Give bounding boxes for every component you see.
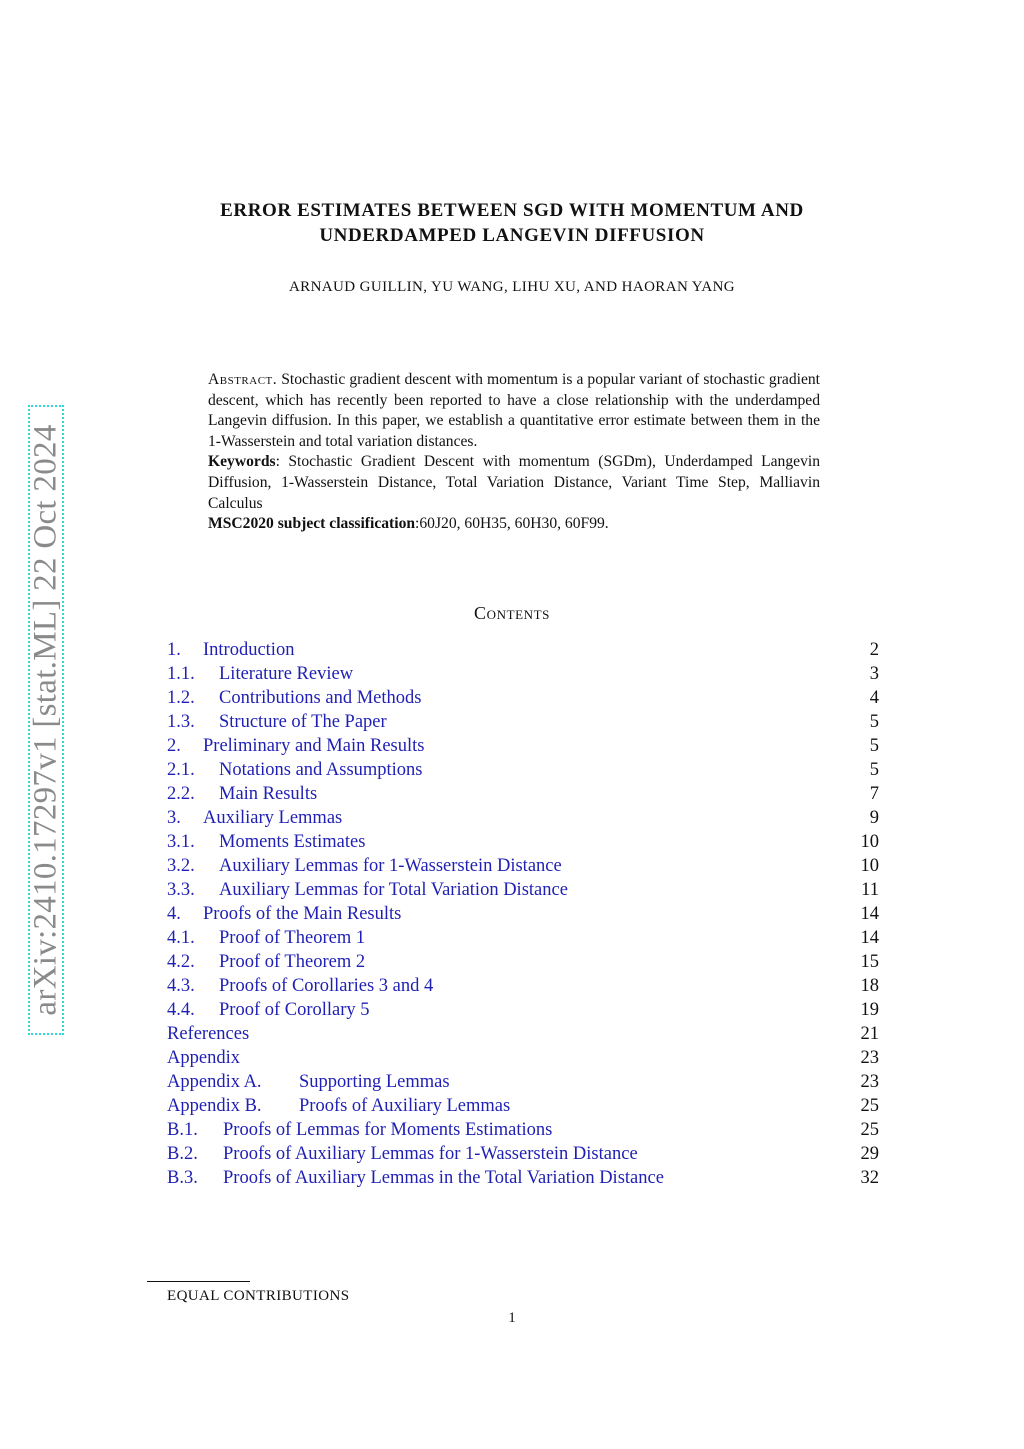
title-line-2: UNDERDAMPED LANGEVIN DIFFUSION [319, 225, 705, 246]
toc-entry-number[interactable]: 2. [167, 736, 181, 756]
toc-entry[interactable] [167, 1046, 879, 1070]
keywords-paragraph [208, 452, 820, 514]
toc-entry[interactable] [167, 710, 879, 734]
toc-entry-page: 19 [860, 1000, 879, 1020]
toc-entry-title[interactable]: Auxiliary Lemmas [203, 808, 343, 828]
toc-entry[interactable] [167, 734, 879, 758]
toc-entry-page: 32 [860, 1168, 879, 1188]
toc-entry-page: 7 [869, 784, 879, 804]
toc-entry-number[interactable]: 3.2. [167, 856, 195, 876]
toc-entry-title[interactable]: Proofs of Auxiliary Lemmas in the Total Variation Distance [223, 1168, 664, 1188]
toc-entry-page: 14 [860, 904, 879, 924]
toc-entry-title[interactable]: Proof of Corollary 5 [219, 1000, 370, 1020]
paper-title [140, 198, 884, 248]
toc-entry[interactable] [167, 638, 879, 662]
arxiv-id: arXiv:2410.17297v1 [stat.ML] 22 Oct 2024 [27, 424, 64, 1016]
toc-entry-title[interactable]: Main Results [219, 784, 318, 804]
toc-entry-title[interactable]: Supporting Lemmas [299, 1072, 450, 1092]
toc-entry-page: 14 [860, 928, 879, 948]
toc-entry-title[interactable]: Preliminary and Main Results [203, 736, 425, 756]
toc-entry-title[interactable]: Auxiliary Lemmas for 1-Wasserstein Distance [219, 856, 562, 876]
toc-entry-title[interactable]: Contributions and Methods [219, 688, 422, 708]
toc-entry-page: 4 [869, 688, 879, 708]
abstract-block [208, 370, 820, 535]
toc-entry[interactable] [167, 806, 879, 830]
toc-entry-number[interactable]: Appendix B. [167, 1096, 262, 1116]
toc-entry[interactable] [167, 830, 879, 854]
toc-entry[interactable] [167, 998, 879, 1022]
toc-entry-title[interactable]: Proofs of Auxiliary Lemmas [299, 1096, 511, 1116]
page-number: 1 [508, 1310, 516, 1326]
toc-entry-number[interactable]: Appendix A. [167, 1072, 262, 1092]
toc-entry-page: 29 [860, 1144, 879, 1164]
toc-entry-page: 11 [861, 880, 879, 900]
toc-entry-number[interactable]: 1.2. [167, 688, 195, 708]
toc-entry-page: 10 [860, 832, 879, 852]
toc-entry-title[interactable]: Structure of The Paper [219, 712, 387, 732]
toc-entry-number[interactable]: 4.1. [167, 928, 195, 948]
toc-entry-title[interactable]: Introduction [203, 640, 295, 660]
toc-entry-page: 10 [860, 856, 879, 876]
toc-entry-number[interactable]: B.3. [167, 1168, 198, 1188]
toc-entry-number[interactable]: B.1. [167, 1120, 198, 1140]
toc-entry-page: 15 [860, 952, 879, 972]
toc-entry-title[interactable]: Proofs of Auxiliary Lemmas for 1-Wasserstein Distance [223, 1144, 638, 1164]
toc-entry-title[interactable]: Proof of Theorem 1 [219, 928, 366, 948]
toc-entry[interactable] [167, 902, 879, 926]
toc-entry-title[interactable]: References [167, 1024, 250, 1044]
toc-entry-page: 5 [869, 760, 879, 780]
toc-entry[interactable] [167, 1118, 879, 1142]
toc-entry-page: 18 [860, 976, 879, 996]
toc-entry-number[interactable]: 2.2. [167, 784, 195, 804]
toc-entry[interactable] [167, 758, 879, 782]
toc-entry[interactable] [167, 1166, 879, 1190]
toc-entry[interactable] [167, 1070, 879, 1094]
toc-entry-page: 25 [860, 1120, 879, 1140]
toc-entry-number[interactable]: 2.1. [167, 760, 195, 780]
toc-entry-number[interactable]: 1.3. [167, 712, 195, 732]
toc-entry-page: 25 [860, 1096, 879, 1116]
toc-entry-number[interactable]: B.2. [167, 1144, 198, 1164]
abstract-paragraph [208, 370, 820, 452]
toc-entry-page: 9 [869, 808, 879, 828]
toc-entry-page: 23 [860, 1072, 879, 1092]
toc-entry-title[interactable]: Proofs of Corollaries 3 and 4 [219, 976, 434, 996]
toc-entry[interactable] [167, 662, 879, 686]
toc-entry-page: 5 [869, 736, 879, 756]
toc-entry-title[interactable]: Moments Estimates [219, 832, 366, 852]
toc-entry-number[interactable]: 3.1. [167, 832, 195, 852]
toc-entry[interactable] [167, 782, 879, 806]
toc-entry[interactable] [167, 974, 879, 998]
contents-heading: Contents [473, 603, 551, 623]
toc-entry-number[interactable]: 4.4. [167, 1000, 195, 1020]
abstract-text: Stochastic gradient descent with momentum is a popular variant of stochastic gradient descent, which has recently been reported to have a close relationship with the underdamped Langevin diffusion. In this paper, we establish a quantitative error estimate between them in the 1-Wasserstein and total variation distances. [208, 371, 820, 450]
toc-entry-page: 3 [869, 664, 879, 684]
msc-text: :60J20, 60H35, 60H30, 60F99. [415, 515, 609, 533]
toc-entry-number[interactable]: 1. [167, 640, 181, 660]
toc-entry-number[interactable]: 4. [167, 904, 181, 924]
msc-paragraph [208, 514, 820, 535]
toc-entry[interactable] [167, 878, 879, 902]
toc-entry[interactable] [167, 926, 879, 950]
toc-entry-title[interactable]: Proofs of Lemmas for Moments Estimations [223, 1120, 553, 1140]
toc-entry-title[interactable]: Proof of Theorem 2 [219, 952, 366, 972]
toc-entry-title[interactable]: Notations and Assumptions [219, 760, 423, 780]
arxiv-stamp [28, 405, 64, 1035]
keywords-label: Keywords [208, 453, 276, 471]
toc-entry-number[interactable]: 4.2. [167, 952, 195, 972]
toc-entry[interactable] [167, 1094, 879, 1118]
toc-entry[interactable] [167, 686, 879, 710]
toc-entry-number[interactable]: 1.1. [167, 664, 195, 684]
toc-entry-number[interactable]: 3.3. [167, 880, 195, 900]
keywords-text: : Stochastic Gradient Descent with momentum (SGDm), Underdamped Langevin Diffusion, 1-Wasserstein Distance, Total Variation Distance, Variant Time Step, Malliavin Calculus [208, 453, 820, 512]
toc-entry[interactable] [167, 950, 879, 974]
toc-entry-title[interactable]: Proofs of the Main Results [203, 904, 402, 924]
toc-entry-title[interactable]: Literature Review [219, 664, 354, 684]
abstract-label: Abstract. [208, 371, 278, 388]
msc-label: MSC2020 subject classification [208, 515, 416, 533]
toc-entry-title[interactable]: Appendix [167, 1048, 240, 1068]
footnote-rule [147, 1281, 250, 1282]
title-line-1: ERROR ESTIMATES BETWEEN SGD WITH MOMENTUM AND [220, 200, 804, 221]
toc-entry-page: 21 [860, 1024, 879, 1044]
toc-entry-page: 23 [860, 1048, 879, 1068]
toc-entry-page: 2 [869, 640, 879, 660]
toc-entry-number[interactable]: 3. [167, 808, 181, 828]
table-of-contents [167, 638, 879, 1190]
toc-entry-page: 5 [869, 712, 879, 732]
toc-entry[interactable] [167, 1022, 879, 1046]
toc-entry-number[interactable]: 4.3. [167, 976, 195, 996]
toc-entry-title[interactable]: Auxiliary Lemmas for Total Variation Distance [219, 880, 568, 900]
toc-entry[interactable] [167, 1142, 879, 1166]
author-list: ARNAUD GUILLIN, YU WANG, LIHU XU, AND HAORAN YANG [288, 279, 736, 295]
toc-entry[interactable] [167, 854, 879, 878]
footnote: EQUAL CONTRIBUTIONS [167, 1288, 350, 1304]
